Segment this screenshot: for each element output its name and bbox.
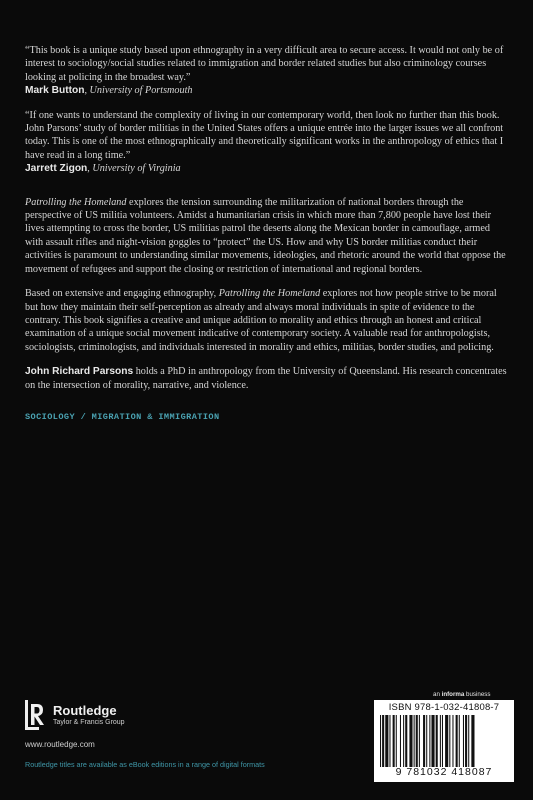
description-paragraph [25, 287, 508, 354]
subject-category: SOCIOLOGY / MIGRATION & IMMIGRATION [25, 411, 220, 422]
author-bio-text: holds a PhD in anthropology from the University of Queensland. His research concentrates on the intersection of morality, narrative, and violence. [25, 366, 507, 391]
informa-business-label [433, 691, 490, 698]
publisher-block [25, 700, 125, 749]
informa-suffix: business [464, 691, 491, 698]
author-bio [25, 365, 508, 392]
publisher-website: www.routledge.com [25, 740, 95, 749]
isbn-barcode-box [374, 700, 514, 782]
book-title: Patrolling the Homeland [218, 288, 321, 300]
quote-text: “If one wants to understand the complexity of living in our contemporary world, then look no further than this book. John Parsons’ study of border militias in the United States offers a unique entrée into the larger issues we all confront today. This is one of the most ethnographically and theoretically significant works in the anthropology of ethics that I have read in a long time.” [25, 109, 504, 161]
barcode-icon [378, 715, 510, 767]
publisher-name: Routledge [53, 702, 117, 718]
endorsement-quote [25, 44, 508, 98]
informa-prefix: an [433, 691, 442, 698]
routledge-logo-icon [25, 700, 47, 730]
endorsement-quote [25, 109, 508, 176]
informa-brand: informa [441, 691, 465, 698]
description-text: Based on extensive and engaging ethnography, [25, 288, 219, 300]
isbn-digits: 9 781032 418087 [395, 766, 493, 778]
description-text: explores the tension surrounding the militarization of national borders through the perspective of US militia volunteers. Amidst a humanitarian crisis in which more than 7,800 people have lost their lives attempting to cross the border, US militias patrol the deserts along the Mexican border in camouflage, armed with assault rifles and night-vision goggles to “protect” the US. How and why US border militias conduct their activities is paramount to understanding similar movements, ideologies, and rhetoric around the world that oppose the movement of refugees and support the closing or restriction of international and regional borders. [25, 196, 506, 275]
quote-attribution: Mark Button, University of Portsmouth [25, 85, 193, 97]
description-text: explores not how people strive to be moral but how they maintain their self-perception as already and always moral individuals in spite of evidence to the contrary. This book signifies a creative and unique addition to morality and ethics through an honest and critical examination of a unique social movement indicative of contemporary society. A valuable read for anthropologists, sociologists, criminologists, and individuals interested in morality and ethics, militias, border studies, and policing. [25, 288, 497, 353]
isbn-label: ISBN 978-1-032-41808-7 [388, 702, 500, 713]
book-title: Patrolling the Homeland [25, 196, 127, 208]
ebook-note: Routledge titles are available as eBook editions in a range of digital formats [25, 760, 265, 769]
quote-affiliation: University of Portsmouth [89, 85, 193, 97]
back-cover-text [25, 44, 508, 422]
author-name: John Richard Parsons [25, 366, 134, 378]
publisher-logo [25, 700, 125, 730]
quote-author: Mark Button [25, 85, 85, 97]
quote-author: Jarrett Zigon [25, 163, 88, 175]
quote-affiliation: University of Virginia [92, 163, 181, 175]
quote-attribution: Jarrett Zigon, University of Virginia [25, 163, 181, 175]
description-paragraph [25, 196, 508, 276]
quote-text: “This book is a unique study based upon ethnography in a very difficult area to secure access. It would not only be of interest to sociology/social studies related to immigration and border related studies but also criminology courses looking at policing in the broadest way.” [25, 45, 504, 83]
publisher-group: Taylor & Francis Group [53, 718, 125, 726]
